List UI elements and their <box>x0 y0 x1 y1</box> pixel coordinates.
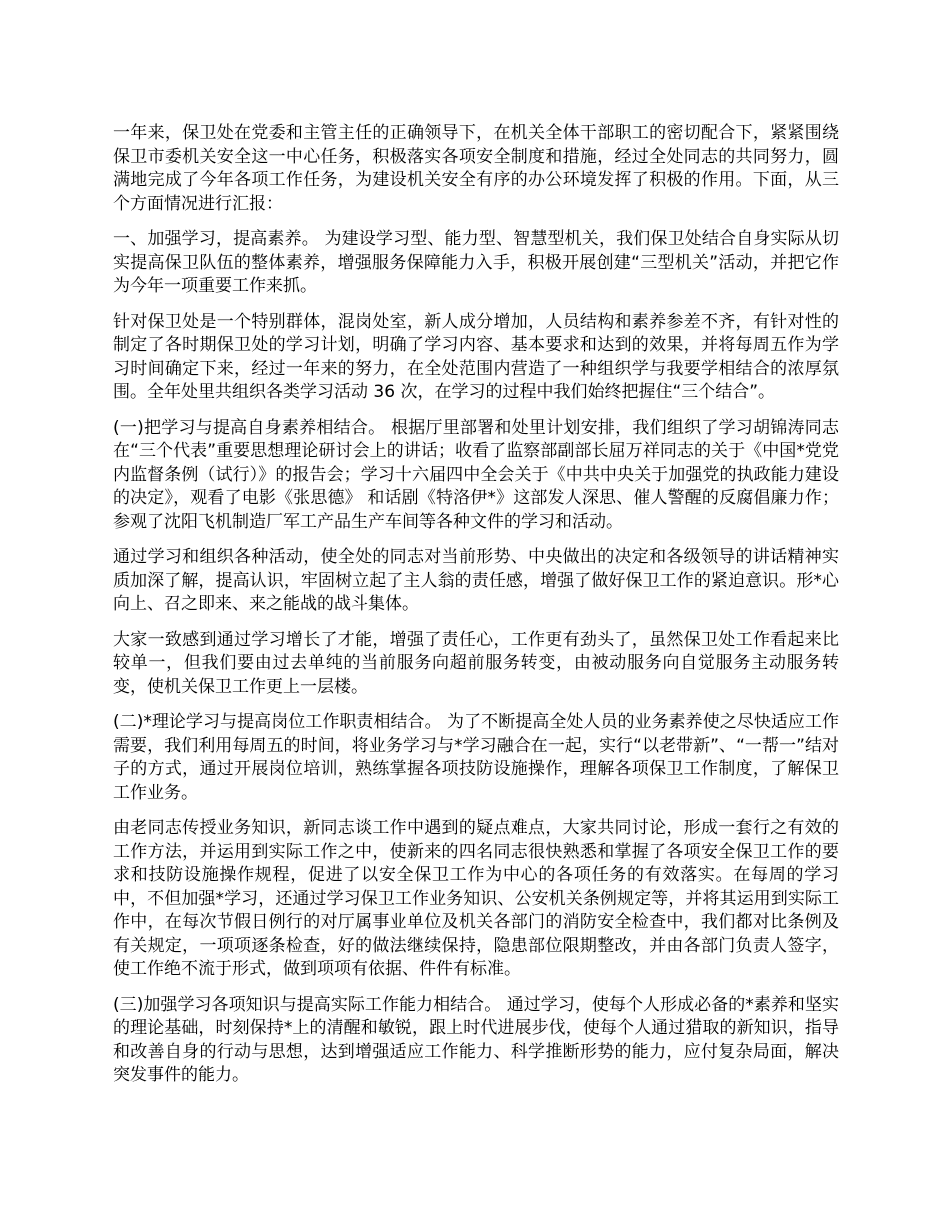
paragraph-section-1: 一、加强学习，提高素养。 为建设学习型、能力型、智慧型机关，我们保卫处结合自身实际从切实提高保卫队伍的整体素养，增强服务保障能力入手，积极开展创建“三型机关”活动，并把它作为今年一项重要工作来抓。 <box>113 229 839 296</box>
paragraph-mentoring: 由老同志传授业务知识，新同志谈工作中遇到的疑点难点，大家共同讨论，形成一套行之有效的工作方法，并运用到实际工作之中，使新来的四名同志很快熟悉和掌握了各项安全保卫工作的要求和技防设施操作规程，促进了以安全保卫工作为中心的各项任务的有效落实。在每周的学习中，不但加强*学习，还通过学习保卫工作业务知识、公安机关条例规定等，并将其运用到实际工作中，在每次节假日例行的对厅属事业单位及机关各部门的消防安全检查中，我们都对比条例及有关规定，一项项逐条检查，好的做法继续保持，隐患部位限期整改，并由各部门负责人签字，使工作绝不流于形式，做到项项有依据、件件有标准。 <box>113 818 839 979</box>
paragraph-subsection-1: (一)把学习与提高自身素养相结合。 根据厅里部署和处里计划安排，我们组织了学习胡锦涛同志在“三个代表”重要思想理论研讨会上的讲话；收看了监察部副部长屈万祥同志的关于《中国*党党内监督条例（试行）》的报告会；学习十六届四中全会关于《中共中央关于加强党的执政能力建设的决定》，观看了电影《张思德》 和话剧《特洛伊*》这部发人深思、催人警醒的反腐倡廉力作；参观了沈阳飞机制造厂军工产品生产车间等各种文件的学习和活动。 <box>113 417 839 532</box>
paragraph-subsection-3: (三)加强学习各项知识与提高实际工作能力相结合。 通过学习，使每个人形成必备的*素养和坚实的理论基础，时刻保持*上的清醒和敏锐，跟上时代进展步伐，使每个人通过猎取的新知识，指导和改善自身的行动与思想，达到增强适应工作能力、科学推断形势的能力，应付复杂局面，解决突发事件的能力。 <box>113 994 839 1085</box>
document-body <box>113 122 839 1100</box>
paragraph-intro: 一年来，保卫处在党委和主管主任的正确领导下，在机关全体干部职工的密切配合下，紧紧围绕保卫市委机关安全这一中心任务，积极落实各项安全制度和措施，经过全处同志的共同努力，圆满地完成了今年各项工作任务，为建设机关安全有序的办公环境发挥了积极的作用。下面，从三个方面情况进行汇报： <box>113 123 839 214</box>
paragraph-activities-result: 通过学习和组织各种活动，使全处的同志对当前形势、中央做出的决定和各级领导的讲话精神实质加深了解，提高认识，牢固树立起了主人翁的责任感，增强了做好保卫工作的紧迫意识。形*心向上、召之即来、来之能战的战斗集体。 <box>113 547 839 614</box>
paragraph-subsection-2: (二)*理论学习与提高岗位工作职责相结合。 为了不断提高全处人员的业务素养使之尽快适应工作需要，我们利用每周五的时间，将业务学习与*学习融合在一起，实行“以老带新”、“一帮一”结对子的方式，通过开展岗位培训，熟练掌握各项技防设施操作，理解各项保卫工作制度，了解保卫工作业务。 <box>113 712 839 803</box>
paragraph-consensus: 大家一致感到通过学习增长了才能，增强了责任心，工作更有劲头了，虽然保卫处工作看起来比较单一，但我们要由过去单纯的当前服务向超前服务转变，由被动服务向自觉服务主动服务转变，使机关保卫工作更上一层楼。 <box>113 629 839 697</box>
paragraph-study-plan: 针对保卫处是一个特别群体，混岗处室，新人成分增加，人员结构和素养参差不齐，有针对性的制定了各时期保卫处的学习计划，明确了学习内容、基本要求和达到的效果，并将每周五作为学习时间确定下来，经过一年来的努力，在全处范围内营造了一种组织学与我要学相结合的浓厚氛围。全年处里共组织各类学习活动 36 次，在学习的过程中我们始终把握住“三个结合”。 <box>113 311 839 402</box>
